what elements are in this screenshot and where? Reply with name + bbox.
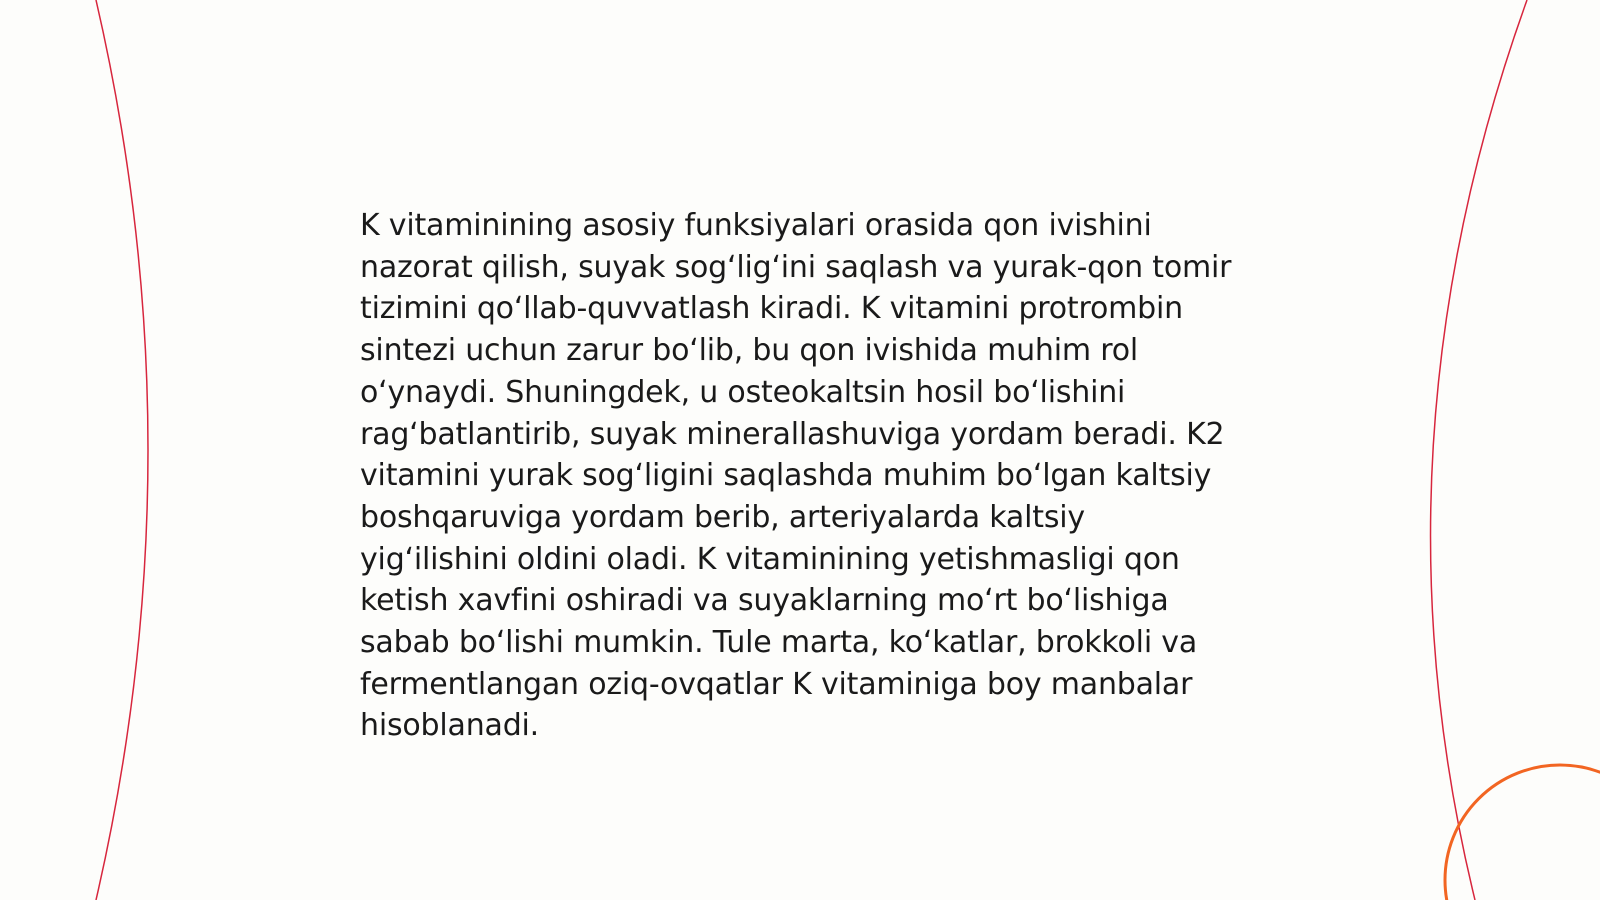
body-paragraph: K vitaminining asosiy funksiyalari orasida qon ivishini nazorat qilish, suyak sog‘lig‘ini saqlash va yurak-qon tomir tizimini qo‘llab-quvvatlash kiradi. K vitamini protrombin sintezi uchun zarur bo‘lib, bu qon ivishida muhim rol o‘ynaydi. Shuningdek, u osteokaltsin hosil bo‘lishini rag‘batlantirib, suyak minerallashuviga yordam beradi. K2 vitamini yurak sog‘ligini saqlashda muhim bo‘lgan kaltsiy boshqaruviga yordam berib, arteriyalarda kaltsiy yig‘ilishini oldini oladi. K vitaminining yetishmasligi qon ketish xavfini oshiradi va suyaklarning mo‘rt bo‘lishiga sabab bo‘lishi mumkin. Tule marta, ko‘katlar, brokkoli va fermentlangan oziq-ovqatlar K vitaminiga boy manbalar hisoblanadi. [360, 208, 1232, 744]
left-arc [96, 0, 148, 900]
orange-ring [1445, 765, 1600, 900]
right-arc [1431, 0, 1527, 900]
